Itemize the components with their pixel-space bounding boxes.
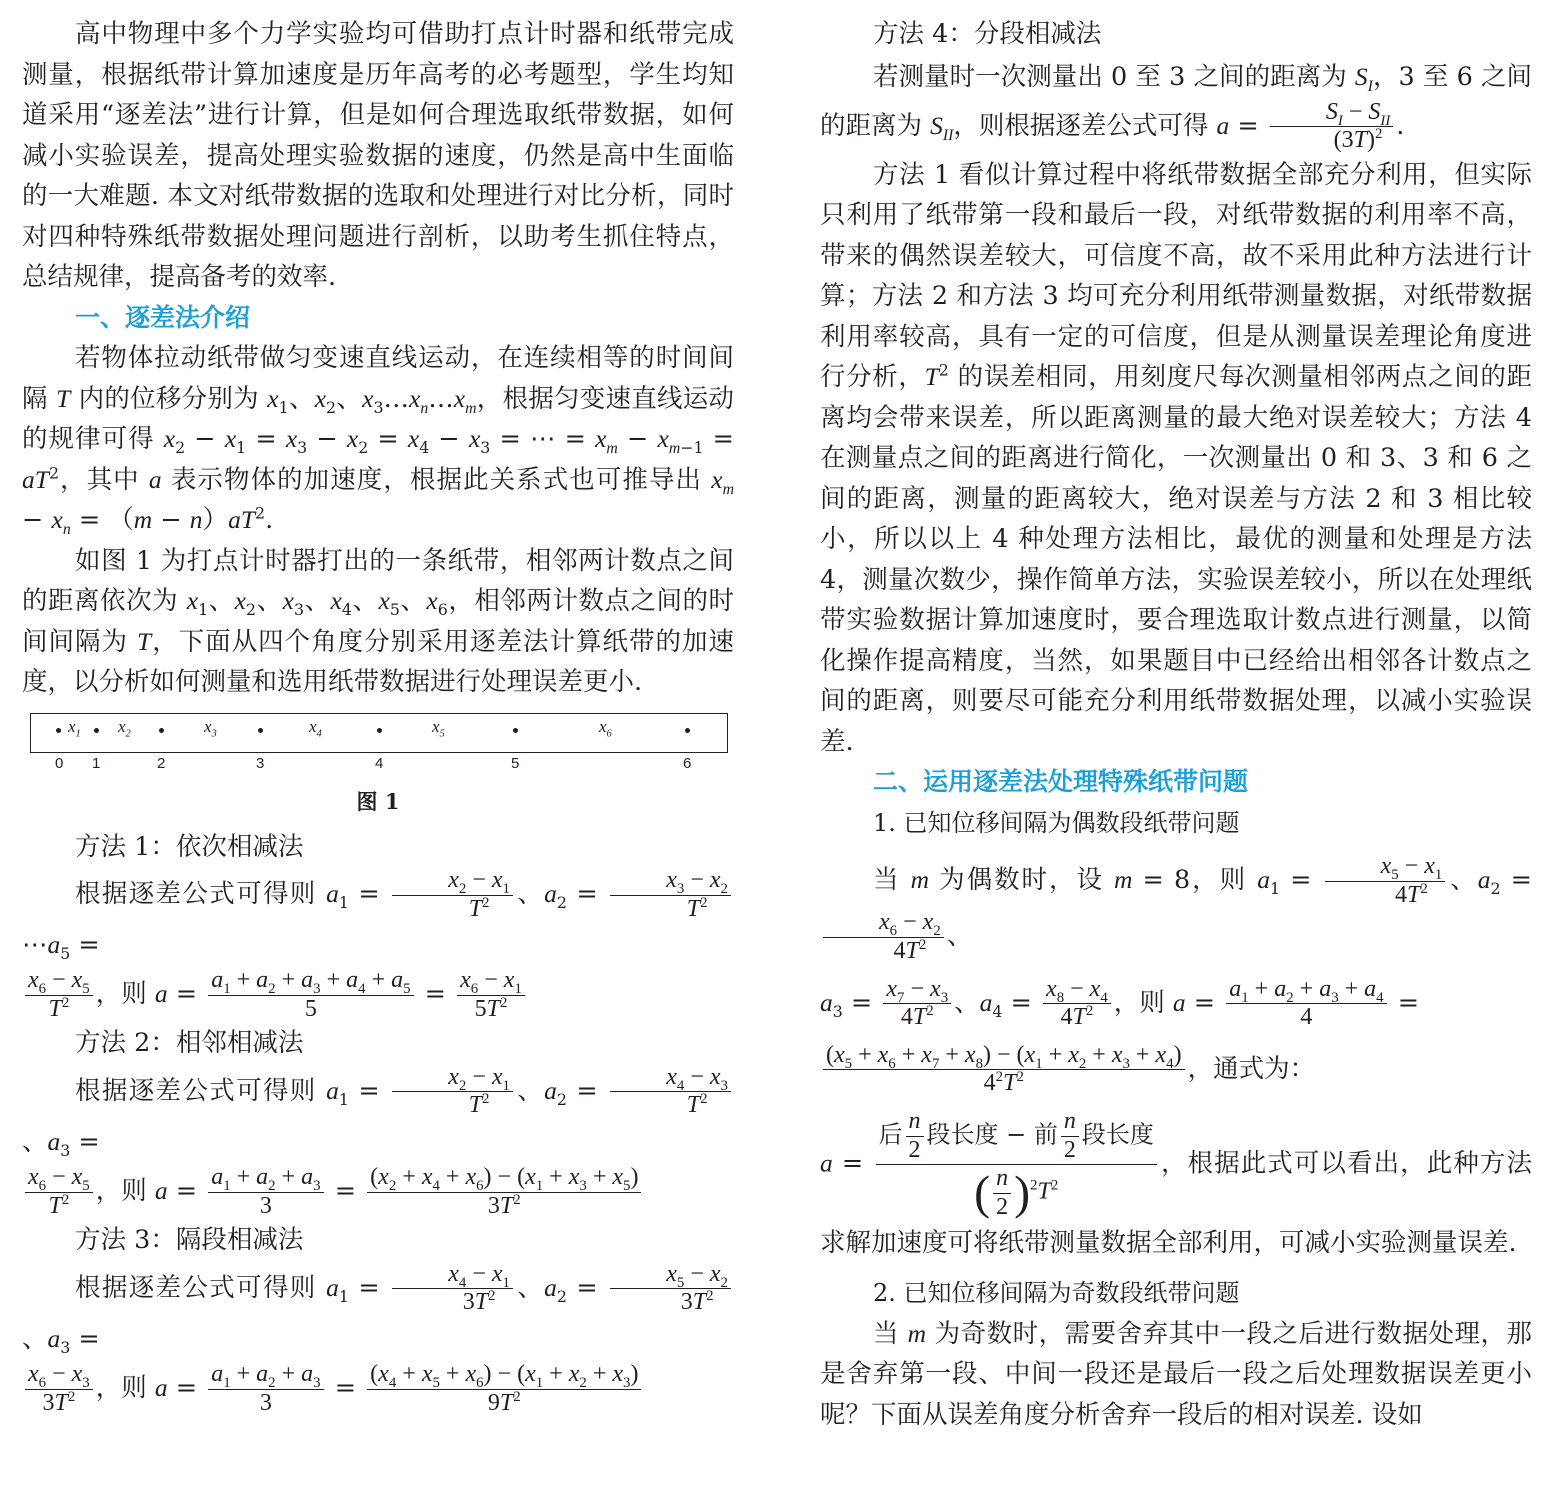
analysis-paragraph: 方法 1 看似计算过程中将纸带数据全部充分利用，但实际只利用了纸带第一段和最后一段，对纸带数据的利用率不高，带来的偶然误差较大，可信度不高，故不采用此种方法进行计算；方法 2 和方法 3 均可充分利用纸带测量数据，对纸带数据利用率较高，具有一定的可信度，但是从测量误差理论角度进行分析，$T^2$ 的误差相同，用刻度尺每次测量相邻两点之间的距离均会带来误差，所以距离测量的最大绝对误差较大；方法 4 在测量点之间的距离进行简化，一次测量出 0 和 3、3 和 6 之间的距离，测量的距离较大，绝对误差与方法 2 和 3 相比较小，所以以上 4 种处理方法相比，最优的测量和处理是方法 4，测量次数少，操作简单方法，实验误差较小，所以在处理纸带实验数据计算加速度时，要合理选取计数点进行测量，以简化操作提高精度，当然，如果题目中已经给出相邻各计数点之间的距离，则要尽可能充分利用纸带数据处理，以减小实验误差. [820, 159, 1533, 757]
even-case-formula: 当 m 为偶数时，设 m = 8，则 $a_1$ = $\frac{x_5 - x_1}{4T^2}$ 、$a_2$ = $\frac{x_6 - x_2}{4T^2}$ 、 [820, 853, 1532, 965]
method-3-formula: 根据逐差公式可得则 $a_1$ = $\frac{x_4 - x_1}{3T^2}$ 、$a_2$ = $\frac{x_5 - x_2}{3T^2}$ 、$a_3$ = [22, 1261, 734, 1361]
paragraph-figure-intro: 如图 1 为打点计时器打出的一条纸带，相邻两计数点之间的距离依次为 $x_1$、$x_2$、$x_3$、$x_4$、$x_5$、$x_6$，相邻两计数点之间的时间间隔为 T，下面从四个角度分别采用逐差法计算纸带的加速度，以分析如何测量和选用纸带数据进行处理误差更小. [22, 545, 734, 697]
point-label: 0 [55, 754, 64, 772]
even-case-formula-cont: $a_3$ = $\frac{x_7 - x_3}{4T^2}$ 、$a_4$ = $\frac{x_8 - x_4}{4T^2}$ ，则 a = $\frac{a_1 + a_2 + a_3 + a_4}{4}$ = [820, 975, 1420, 1031]
general-formula: a = 后 $\frac{n}{2}$ 段长度 − 前 $\frac{n}{2}$ 段长度 ( $\frac{n}{2}$ )$^2T^2$ ，根据此式可以看出，此种方法求解加速度可将纸带测量数据全部利用，可减小实验测量误差. [820, 1107, 1532, 1259]
tape-dot-1 [94, 728, 99, 733]
method-2-result: $\frac{x_6 - x_5}{T^2}$ ，则 a = $\frac{a_1 + a_2 + a_3}{3}$ = $\frac{(x_2 + x_4 + x_6) - (x_1 + x_3 + x_5)}{3T^2}$ [22, 1164, 734, 1220]
method-2-title: 方法 2：相邻相减法 [75, 1028, 304, 1059]
method-2-formula: 根据逐差公式可得则 $a_1$ = $\frac{x_2 - x_1}{T^2}$ 、$a_2$ = $\frac{x_4 - x_3}{T^2}$ 、$a_3$ = [22, 1064, 734, 1164]
segment-label-x3: $x_3$ [204, 716, 217, 739]
even-case-result: $\frac{(x_5 + x_6 + x_7 + x_8) - (x_1 + x_2 + x_3 + x_4)}{4^2T^2}$ ，通式为： [820, 1042, 1532, 1098]
section-2-heading: 二、运用逐差法处理特殊纸带问题 [873, 767, 1249, 797]
method-3-result: $\frac{x_6 - x_3}{3T^2}$ ，则 a = $\frac{a_1 + a_2 + a_3}{3}$ = $\frac{(x_4 + x_5 + x_6) - (x_1 + x_2 + x_3)}{9T^2}$ [22, 1361, 734, 1417]
method-1-result: $\frac{x_6 - x_5}{T^2}$ ，则 a = $\frac{a_1 + a_2 + a_3 + a_4 + a_5}{5}$ = $\frac{x_6 - x_1}{5T^2}$ [22, 967, 734, 1023]
subsection-2-heading: 2. 已知位移间隔为奇数段纸带问题 [873, 1279, 1240, 1308]
point-label: 2 [157, 754, 166, 772]
tape-dot-6 [685, 728, 690, 733]
left-column [22, 14, 734, 1417]
method-1-formula: 根据逐差公式可得则 $a_1$ = $\frac{x_2 - x_1}{T^2}$ 、$a_2$ = $\frac{x_3 - x_2}{T^2}$ $\cdots a_5$ = [22, 867, 734, 967]
method-3-title: 方法 3：隔段相减法 [75, 1225, 304, 1256]
tape-dot-0 [56, 728, 61, 733]
point-label: 4 [375, 754, 384, 772]
figure-caption: 图 1 [356, 788, 400, 814]
paper-tape-figure [30, 713, 734, 775]
subsection-1-heading: 1. 已知位移间隔为偶数段纸带问题 [873, 808, 1240, 837]
tape-dot-5 [513, 728, 518, 733]
tape-outline [30, 713, 728, 753]
point-label: 3 [256, 754, 265, 772]
right-column [820, 14, 1532, 1435]
tape-dot-2 [159, 728, 164, 733]
segment-label-x1: $x_1$ [68, 716, 81, 739]
method-1-title: 方法 1：依次相减法 [75, 831, 304, 862]
tape-dot-3 [258, 728, 263, 733]
point-label: 1 [92, 754, 101, 772]
segment-label-x4: $x_4$ [309, 716, 322, 739]
tape-dot-4 [377, 728, 382, 733]
paragraph-uniform-motion: 若物体拉动纸带做匀变速直线运动，在连续相等的时间间隔 T 内的位移分别为 $x_1$、$x_2$、$x_3\dots x_n\dots x_m$，根据匀变速直线运动的规律可得 $x_2 - x_1 = x_3 - x_2 = x_4 - x_3$ = ⋯ = $x_m - x_{m-1} = aT^2$，其中 a 表示物体的加速度，根据此关系式也可推导出 $x_m - x_n = (m - n)aT^2$. [22, 343, 735, 539]
segment-label-x6: $x_6$ [599, 716, 612, 739]
intro-paragraph: 高中物理中多个力学实验均可借助打点计时器和纸带完成测量，根据纸带计算加速度是历年高考的必考题型，学生均知道采用“逐差法”进行计算，但是如何合理选取纸带数据，如何减小实验误差，提高处理实验数据的速度，仍然是高中生面临的一大难题. 本文对纸带数据的选取和处理进行对比分析，同时对四种特殊纸带数据处理问题进行剖析，以助考生抓住特点，总结规律，提高备考的效率. [22, 19, 734, 292]
method-4-title: 方法 4：分段相减法 [873, 19, 1102, 49]
segment-label-x2: $x_2$ [118, 716, 131, 739]
segment-label-x5: $x_5$ [432, 716, 445, 739]
method-4-formula: 若测量时一次测量出 0 至 3 之间的距离为 $S_I$，3 至 6 之间的距离为 $S_{II}$，则根据逐差公式可得 a = $\frac{S_I - S_{II}}{(3T)^2}$ . [820, 61, 1533, 154]
odd-case-paragraph: 当 m 为奇数时，需要舍弃其中一段之后进行数据处理，那是舍弃第一段、中间一段还是最后一段之后处理数据误差更小呢？下面从误差角度分析舍弃一段后的相对误差. 设如 [820, 1318, 1532, 1430]
point-label: 6 [683, 754, 692, 772]
section-1-heading: 一、逐差法介绍 [75, 302, 251, 332]
point-label: 5 [511, 754, 520, 772]
